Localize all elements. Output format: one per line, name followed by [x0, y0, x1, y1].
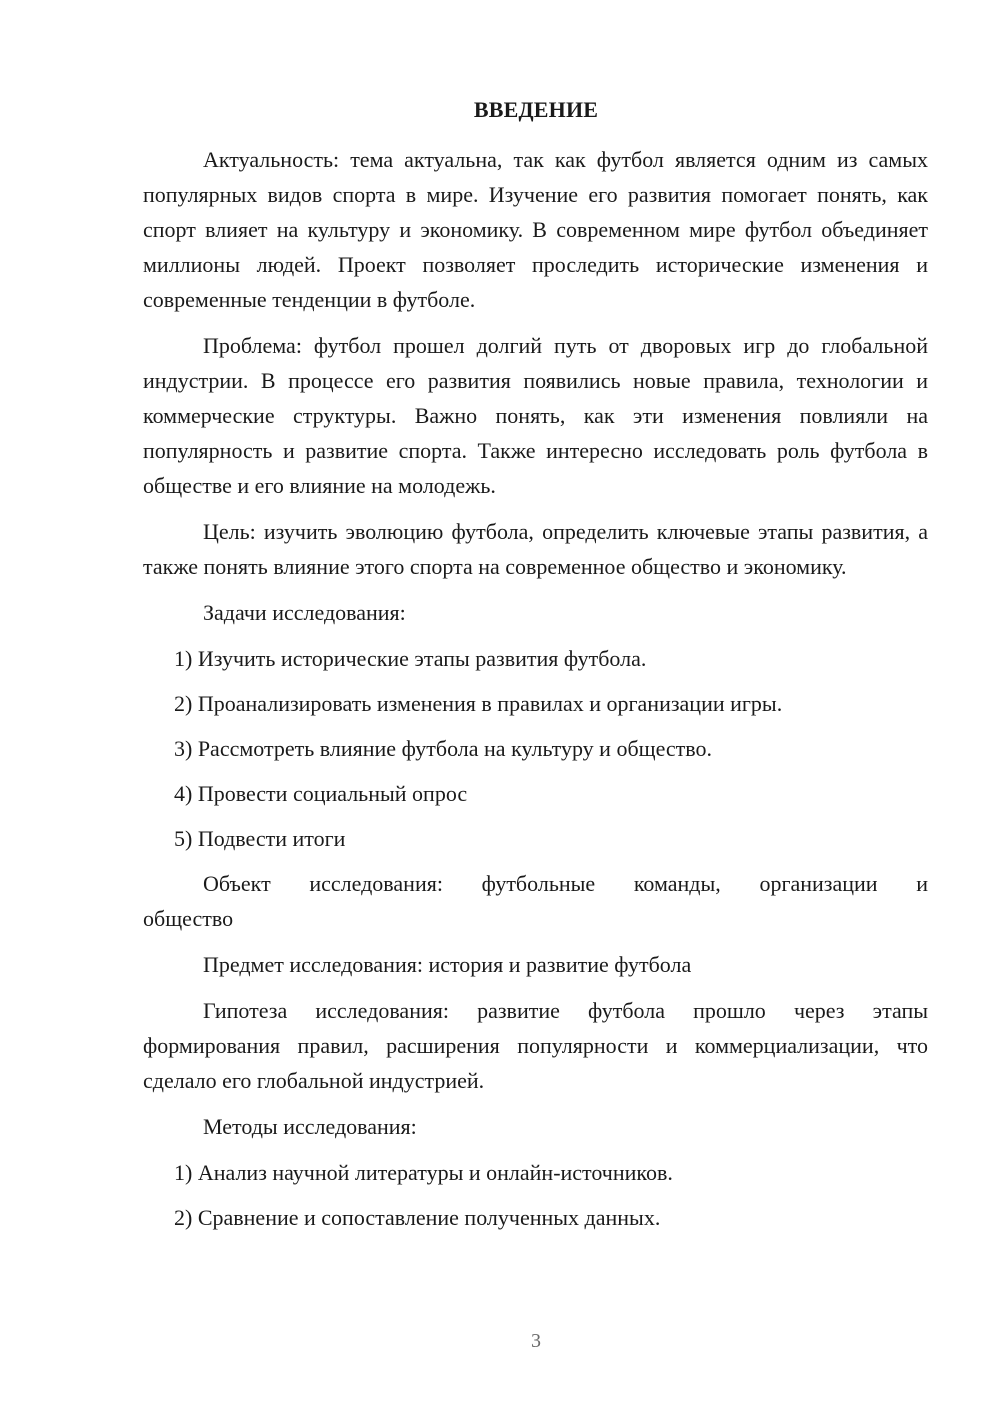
tasks-list	[143, 641, 928, 856]
object-paragraph	[143, 866, 928, 936]
problem-paragraph: Проблема: футбол прошел долгий путь от дворовых игр до глобальной индустрии. В процессе его развития появились новые правила, технологии и коммерческие структуры. Важно понять, как эти изменения повлияли на популярность и развитие спорта. Также интересно исследовать роль футбола в обществе и его влияние на молодежь.	[143, 333, 928, 498]
task-item: 2) Проанализировать изменения в правилах и организации игры.	[174, 691, 783, 716]
task-item: 1) Изучить исторические этапы развития футбола.	[174, 646, 647, 671]
object-line-1: Объект исследования: футбольные команды, организации и	[203, 871, 928, 896]
goal-paragraph: Цель: изучить эволюцию футбола, определить ключевые этапы развития, а также понять влияние этого спорта на современное общество и экономику.	[143, 519, 928, 579]
page-title: ВВЕДЕНИЕ	[473, 97, 599, 122]
methods-list	[143, 1155, 928, 1235]
relevance-paragraph: Актуальность: тема актуальна, так как футбол является одним из самых популярных видов спорта в мире. Изучение его развития помогает понять, как спорт влияет на культуру и экономику. В современном мире футбол объединяет миллионы людей. Проект позволяет проследить исторические изменения и современные тенденции в футболе.	[143, 147, 928, 312]
tasks-heading: Задачи исследования:	[203, 600, 406, 625]
task-item: 4) Провести социальный опрос	[174, 781, 468, 806]
methods-heading: Методы исследования:	[203, 1114, 417, 1139]
task-item: 5) Подвести итоги	[174, 826, 346, 851]
document-body	[143, 142, 928, 1245]
object-line-2: общество	[143, 906, 234, 931]
method-item: 1) Анализ научной литературы и онлайн-источников.	[174, 1160, 673, 1185]
hypothesis-paragraph: Гипотеза исследования: развитие футбола прошло через этапы формирования правил, расширения популярности и коммерциализации, что сделало его глобальной индустрией.	[143, 998, 928, 1093]
task-item: 3) Рассмотреть влияние футбола на культуру и общество.	[174, 736, 713, 761]
page-number: 3	[531, 1330, 541, 1352]
method-item: 2) Сравнение и сопоставление полученных данных.	[174, 1205, 661, 1230]
subject-paragraph: Предмет исследования: история и развитие футбола	[203, 952, 692, 977]
